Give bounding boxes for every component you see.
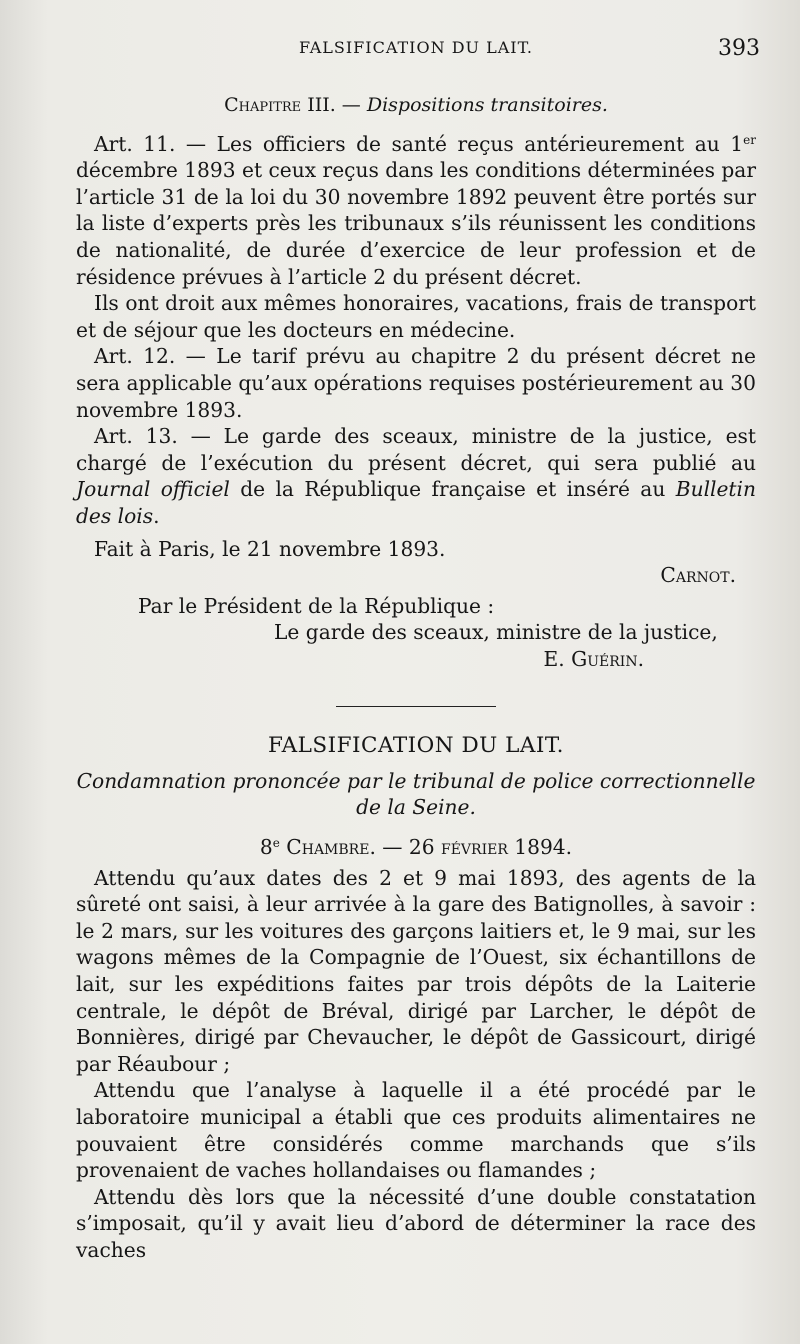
- body-paragraph-3: Attendu dès lors que la nécessité d’une double constatation s’imposait, qu’il y avait lieu d’abord de déterminer la race des vaches: [76, 1184, 756, 1262]
- chapter-prefix: Chapitre III. —: [224, 94, 367, 116]
- article-11-paragraph-2: Ils ont droit aux mêmes honoraires, vacations, frais de transport et de séjour que les docteurs en médecine.: [76, 291, 756, 342]
- section-divider: [336, 706, 496, 707]
- body-paragraph-1: Attendu qu’aux dates des 2 et 9 mai 1893, des agents de la sûreté ont saisi, à leur arrivée à la gare des Batignolles, à savoir : le 2 mars, sur les voitures des garçons laitiers et, le 9 mai, sur les wagons mêmes de la Compagnie de l’Ouest, six échantillons de lait, sur les expéditions faites par trois dépôts de la Laiterie centrale, le dépôt de Bréval, dirigé par Larcher, le dépôt de Bonnières, dirigé par Chevaucher, le dépôt de Gassicourt, dirigé par Réaubour ;: [76, 865, 756, 1076]
- running-head: [76, 34, 760, 64]
- section-title: FALSIFICATION DU LAIT.: [268, 733, 564, 759]
- article-11: [76, 131, 756, 291]
- article-13: [76, 423, 756, 529]
- article-11-rest: décembre 1893 et ceux reçus dans les conditions déterminées par l’article 31 de la loi du 30 novembre 1892 peuvent être portés sur la liste d’experts près les tribunaux s’ils réunissent les conditions de nationalité, de durée d’exercice de leur profession et de résidence prévues à l’article 2 du présent décret.: [76, 158, 756, 289]
- article-11-sup: er: [743, 132, 756, 147]
- garde-des-sceaux: Le garde des sceaux, ministre de la justice,: [274, 620, 718, 645]
- chambre-sup: e: [272, 836, 280, 851]
- article-13-b: de la République française et inséré au: [229, 477, 676, 502]
- signature-guerin: E. Guérin.: [543, 646, 644, 671]
- article-13-a: Art. 13. — Le garde des sceaux, ministre de la justice, est chargé de l’exécution du présent décret, qui sera publié au: [76, 424, 756, 475]
- chapter-heading: [76, 92, 756, 119]
- chambre-heading: [76, 834, 756, 861]
- article-11-start: Art. 11. — Les officiers de santé reçus antérieurement au 1: [94, 131, 744, 156]
- body-paragraph-2: Attendu que l’analyse à laquelle il a été procédé par le laboratoire municipal a établi que ces produits alimentaires ne pouvaient être considérés comme marchands que s’ils provenaient de vaches hollandaises ou flamandes ;: [76, 1078, 756, 1183]
- bulletin-des-lois: Bulletin des lois: [76, 477, 757, 528]
- chambre-date: Chambre. — 26 février 1894.: [279, 835, 573, 860]
- chambre-number: 8: [259, 835, 273, 860]
- journal-officiel: Journal officiel: [76, 477, 230, 502]
- chapter-title: Dispositions transitoires.: [366, 94, 608, 116]
- signature-carnot: Carnot.: [660, 563, 736, 588]
- running-head-title: FALSIFICATION DU LAIT.: [298, 38, 533, 57]
- article-13-c: .: [153, 503, 160, 528]
- article-12: Art. 12. — Le tarif prévu au chapitre 2 du présent décret ne sera applicable qu’aux opérations requises postérieurement au 30 novembre 1893.: [76, 344, 756, 422]
- fait-a-paris: Fait à Paris, le 21 novembre 1893.: [94, 536, 446, 561]
- page-number: 393: [718, 36, 760, 61]
- page-text: [76, 92, 756, 1264]
- section-subtitle: Condamnation prononcée par le tribunal de police correctionnelle de la Seine.: [76, 769, 756, 820]
- par-le-president: Par le Président de la République :: [138, 593, 495, 618]
